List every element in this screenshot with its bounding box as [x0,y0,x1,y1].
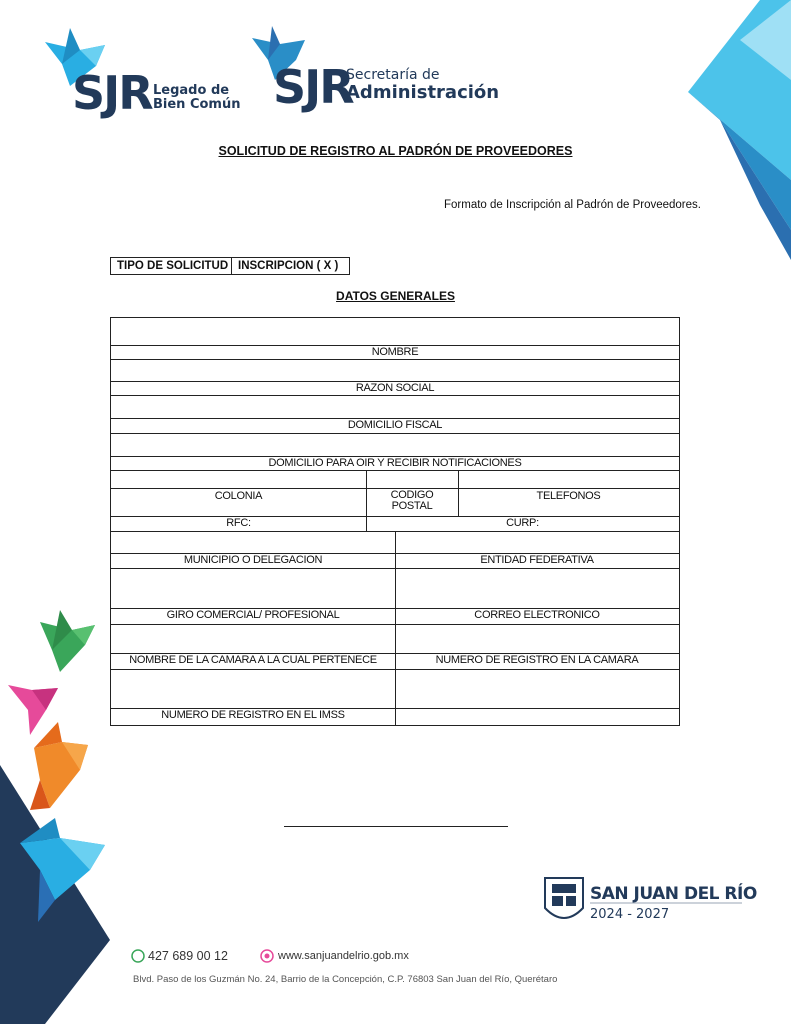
razon-social-label: RAZON SOCIAL [355,382,435,394]
datos-generales-title: DATOS GENERALES [336,289,455,303]
colonia-label: COLONIA [214,490,263,502]
tipo-solicitud-box [110,257,350,275]
logo1-sjr: SJR [72,66,152,120]
telefonos-label: TELEFONOS [536,490,601,502]
colonia-field[interactable] [111,470,366,488]
registro-camara-field[interactable] [396,624,679,653]
orange-bird-icon [30,722,88,810]
giro-label: GIRO COMERCIAL/ PROFESIONAL [166,609,340,621]
whatsapp-icon [132,950,144,962]
entidad-field[interactable] [396,531,679,553]
camara-label: NOMBRE DE LA CAMARA A LA CUAL PERTENECE [129,654,377,666]
rfc-label: RFC: [226,517,251,529]
razon-social-field[interactable] [111,359,679,381]
logo1-line2: Bien Común [153,97,241,112]
logo2-tagline [346,66,499,102]
postal-label: POSTAL [391,500,433,512]
extra-field[interactable] [396,669,679,708]
brand-name: SAN JUAN DEL RÍO [590,884,757,904]
website-link[interactable]: www.sanjuandelrio.gob.mx [278,950,409,962]
curp-label: CURP: [506,517,539,529]
codigo-label: CODIGO [390,489,434,501]
domicilio-notificaciones-label: DOMICILIO PARA OIR Y RECIBIR NOTIFICACIONES [268,457,522,469]
brand-period: 2024 - 2027 [590,907,670,922]
domicilio-fiscal-label: DOMICILIO FISCAL [347,419,443,431]
city-seal-icon [545,878,583,918]
entidad-label: ENTIDAD FEDERATIVA [480,554,594,566]
camara-field[interactable] [111,624,395,653]
document-title: SOLICITUD DE REGISTRO AL PADRÓN DE PROVEEDORES [218,144,573,158]
nombre-label: NOMBRE [371,346,419,358]
domicilio-notificaciones-field[interactable] [111,433,679,456]
municipio-field[interactable] [111,531,395,553]
correo-label: CORREO ELECTRONICO [474,609,600,621]
green-bird-icon [40,610,95,672]
document-subtitle: Formato de Inscripción al Padrón de Proveedores. [444,199,701,211]
municipio-label: MUNICIPIO O DELEGACION [183,554,323,566]
imss-label: NUMERO DE REGISTRO EN EL IMSS [161,709,345,721]
giro-field[interactable] [111,568,395,608]
logo2-sjr: SJR [273,60,353,114]
imss-field[interactable] [111,669,395,708]
tipo-label: TIPO DE SOLICITUD [111,258,232,274]
address: Blvd. Paso de los Guzmán No. 24, Barrio de la Concepción, C.P. 76803 San Juan del Río, Querétaro [133,974,558,985]
pink-bird-icon [8,685,58,735]
codigo-postal-field[interactable] [367,470,458,488]
codigo-postal-label [366,490,458,512]
logo1-line1: Legado de [153,83,230,98]
phone-number: 427 689 00 12 [148,949,228,963]
logo2-line1: Secretaría de [346,67,440,83]
telefonos-field[interactable] [459,470,679,488]
correo-field[interactable] [396,568,679,608]
tipo-value: INSCRIPCION ( X ) [238,260,339,272]
nombre-field[interactable] [111,318,679,345]
datos-generales-form [110,317,680,726]
signature-line [284,826,508,827]
domicilio-fiscal-field[interactable] [111,395,679,418]
logo2-line2: Administración [346,82,500,103]
logo1-tagline [153,84,241,112]
registro-camara-label: NUMERO DE REGISTRO EN LA CAMARA [435,654,639,666]
